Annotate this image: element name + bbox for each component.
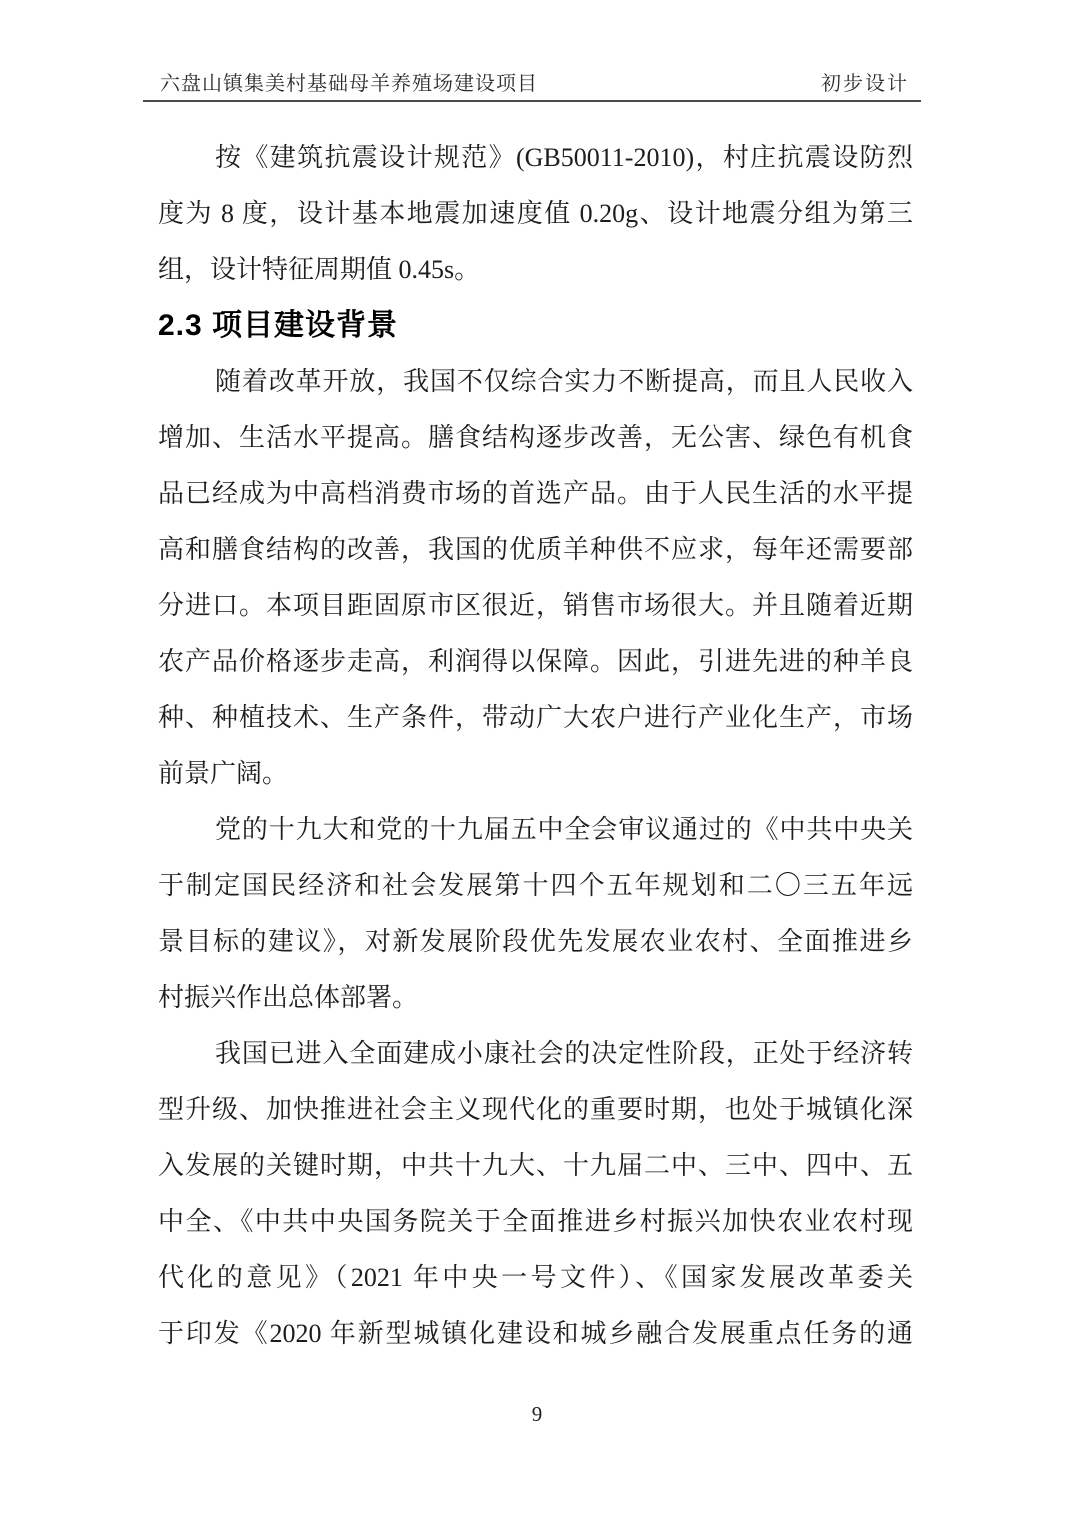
document-header xyxy=(143,72,921,102)
paragraph-line: 按《建筑抗震设计规范》(GB50011-2010)，村庄抗震设防烈 xyxy=(215,143,913,172)
paragraph-line: 中全、《中共中央国务院关于全面推进乡村振兴加快农业农村现 xyxy=(158,1207,913,1236)
header-left-title: 六盘山镇集美村基础母羊养殖场建设项目 xyxy=(160,73,538,95)
paragraph-line: 随着改革开放，我国不仅综合实力不断提高，而且人民收入 xyxy=(215,367,913,396)
paragraph-line: 种、种植技术、生产条件，带动广大农户进行产业化生产，市场 xyxy=(158,703,913,732)
header-right-title: 初步设计 xyxy=(821,73,909,95)
paragraph-line: 度为 8 度，设计基本地震加速度值 0.20g、设计地震分组为第三 xyxy=(158,199,913,228)
paragraph xyxy=(158,1026,913,1362)
section-heading: 2.3 项目建设背景 xyxy=(158,309,399,342)
paragraph-line: 增加、生活水平提高。膳食结构逐步改善，无公害、绿色有机食 xyxy=(158,423,913,452)
paragraph-line: 党的十九大和党的十九届五中全会审议通过的《中共中央关 xyxy=(215,815,913,844)
paragraph-line: 组，设计特征周期值 0.45s。 xyxy=(158,255,481,284)
paragraph-line: 品已经成为中高档消费市场的首选产品。由于人民生活的水平提 xyxy=(158,479,913,508)
page-footer xyxy=(0,1402,1074,1427)
paragraph-line: 于制定国民经济和社会发展第十四个五年规划和二〇三五年远 xyxy=(158,871,913,900)
paragraph-line: 型升级、加快推进社会主义现代化的重要时期，也处于城镇化深 xyxy=(158,1095,913,1124)
page-number: 9 xyxy=(531,1402,543,1426)
paragraph-line: 农产品价格逐步走高，利润得以保障。因此，引进先进的种羊良 xyxy=(158,647,913,676)
paragraph-line: 高和膳食结构的改善，我国的优质羊种供不应求，每年还需要部 xyxy=(158,535,913,564)
paragraph-line: 代化的意见》（2021 年中央一号文件）、《国家发展改革委关 xyxy=(158,1263,913,1292)
paragraph-line: 我国已进入全面建成小康社会的决定性阶段，正处于经济转 xyxy=(215,1039,913,1068)
paragraph xyxy=(158,802,913,1026)
paragraph-line: 前景广阔。 xyxy=(158,759,289,788)
paragraph xyxy=(158,354,913,802)
paragraph-line: 分进口。本项目距固原市区很近，销售市场很大。并且随着近期 xyxy=(158,591,913,620)
paragraph-line: 景目标的建议》，对新发展阶段优先发展农业农村、全面推进乡 xyxy=(158,927,913,956)
paragraph-line: 村振兴作出总体部署。 xyxy=(158,983,419,1012)
document-body xyxy=(158,130,913,1362)
paragraph-line: 于印发《2020 年新型城镇化建设和城乡融合发展重点任务的通 xyxy=(158,1319,913,1348)
paragraph-line: 入发展的关键时期，中共十九大、十九届二中、三中、四中、五 xyxy=(158,1151,913,1180)
paragraph xyxy=(158,130,913,298)
